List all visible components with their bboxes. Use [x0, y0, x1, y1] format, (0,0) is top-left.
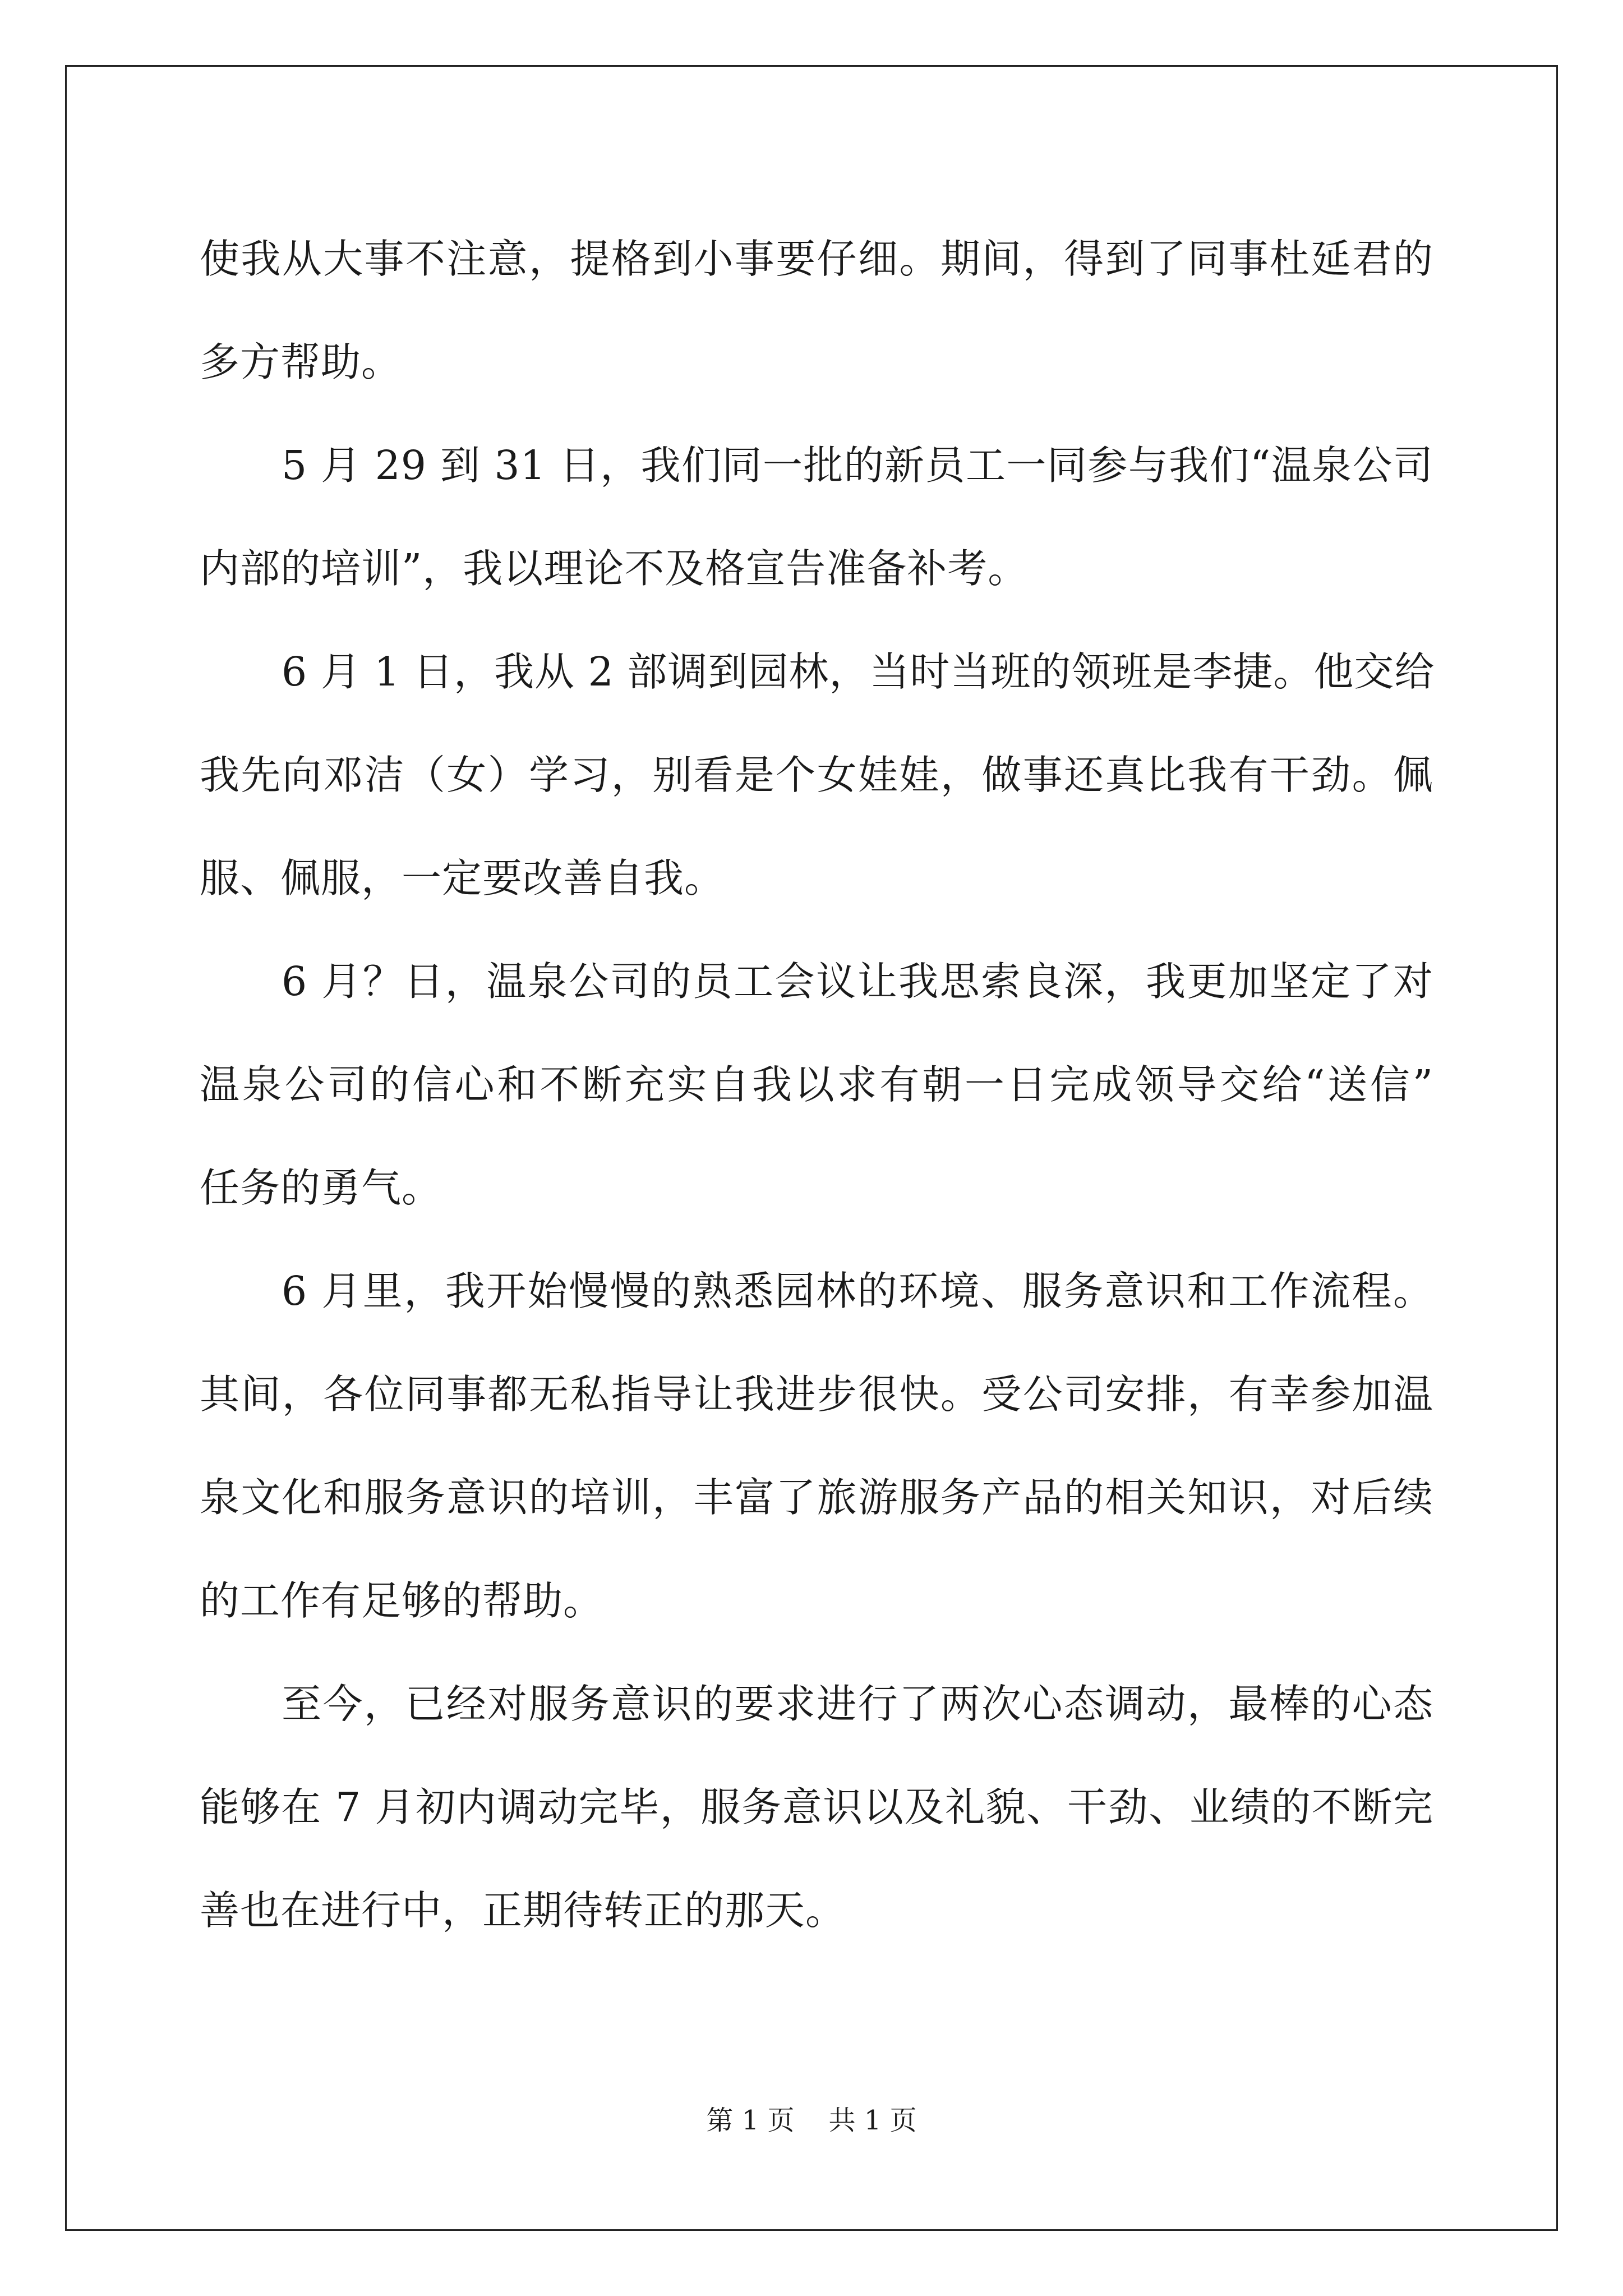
- page-number-footer: 第 1 页 共 1 页: [706, 2105, 917, 2136]
- text-line: 任务的勇气。: [200, 1165, 442, 1211]
- text-line: 6 月里，我开始慢慢的熟悉园林的环境、服务意识和工作流程。: [282, 1268, 1433, 1314]
- text-line: 内部的培训”，我以理论不及格宣告准备补考。: [200, 545, 1029, 592]
- text-line: 使我从大事不注意，提格到小事要仔细。期间，得到了同事杜延君的: [200, 236, 1433, 282]
- document-body: [200, 208, 1433, 1962]
- text-line: 我先向邓洁（女）学习，别看是个女娃娃，做事还真比我有干劲。佩: [200, 752, 1433, 798]
- text-line: 5 月 29 到 31 日，我们同一批的新员工一同参与我们“温泉公司: [282, 442, 1433, 489]
- text-line: 泉文化和服务意识的培训，丰富了旅游服务产品的相关知识，对后续: [200, 1474, 1433, 1521]
- text-line: 服、佩服，一定要改善自我。: [200, 855, 725, 901]
- text-line: 温泉公司的信心和不断充实自我以求有朝一日完成领导交给“送信”: [200, 1061, 1433, 1108]
- text-line: 善也在进行中，正期待转正的那天。: [200, 1887, 846, 1934]
- text-line: 的工作有足够的帮助。: [200, 1577, 604, 1624]
- text-line: 6 月 1 日，我从 2 部调到园林，当时当班的领班是李捷。他交给: [282, 648, 1435, 695]
- text-line: 多方帮助。: [200, 339, 402, 385]
- text-line: 6 月？日，温泉公司的员工会议让我思索良深，我更加坚定了对: [282, 958, 1433, 1005]
- text-line: 能够在 7 月初内调动完毕，服务意识以及礼貌、干劲、业绩的不断完: [200, 1784, 1433, 1830]
- text-line: 至今，已经对服务意识的要求进行了两次心态调动，最棒的心态: [282, 1681, 1433, 1727]
- text-line: 其间，各位同事都无私指导让我进步很快。受公司安排，有幸参加温: [200, 1371, 1433, 1418]
